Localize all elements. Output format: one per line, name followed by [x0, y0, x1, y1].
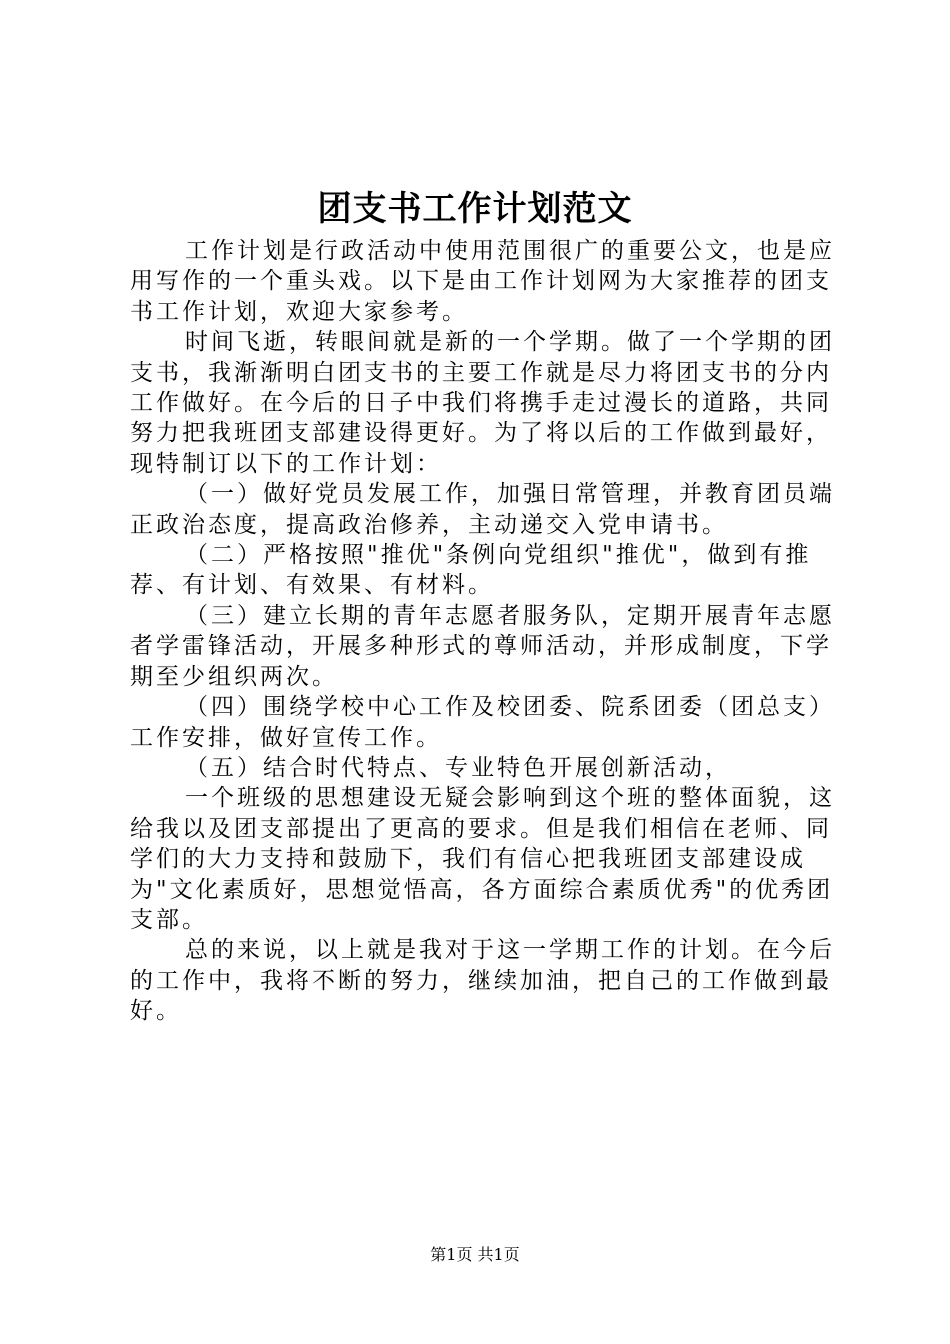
paragraph-goal: 一个班级的思想建设无疑会影响到这个班的整体面貌，这给我以及团支部提出了更高的要求。但是我们相信在老师、同学们的大力支持和鼓励下，我们有信心把我班团支部建设成为"文化素质好，思想觉悟高，各方面综合素质优秀"的优秀团支部。: [130, 785, 835, 933]
page-title: 团支书工作计划范文: [317, 189, 633, 229]
paragraph-item-2: （二）严格按照"推优"条例向党组织"推优"，做到有推荐、有计划、有效果、有材料。: [130, 542, 812, 599]
paragraph-item-5: （五）结合时代特点、专业特色开展创新活动，: [185, 754, 731, 781]
paragraph-conclusion: 总的来说，以上就是我对于这一学期工作的计划。在今后的工作中，我将不断的努力，继续加油，把自己的工作做到最好。: [130, 937, 835, 1025]
document-body: [130, 236, 840, 1027]
paragraph-intro: 工作计划是行政活动中使用范围很广的重要公文，也是应用写作的一个重头戏。以下是由工作计划网为大家推荐的团支书工作计划，欢迎大家参考。: [130, 238, 835, 325]
page-number: 第1页 共1页: [430, 1245, 520, 1264]
paragraph-background: 时间飞逝，转眼间就是新的一个学期。做了一个学期的团支书，我渐渐明白团支书的主要工作就是尽力将团支书的分内工作做好。在今后的日子中我们将携手走过漫长的道路，共同努力把我班团支部建设得更好。为了将以后的工作做到最好，现特制订以下的工作计划：: [130, 329, 835, 477]
paragraph-item-1: （一）做好党员发展工作，加强日常管理，并教育团员端正政治态度，提高政治修养，主动递交入党申请书。: [130, 481, 835, 538]
paragraph-item-4: （四）围绕学校中心工作及校团委、院系团委（团总支）工作安排，做好宣传工作。: [130, 694, 835, 751]
paragraph-item-3: （三）建立长期的青年志愿者服务队，定期开展青年志愿者学雷锋活动，开展多种形式的尊师活动，并形成制度，下学期至少组织两次。: [130, 602, 835, 690]
